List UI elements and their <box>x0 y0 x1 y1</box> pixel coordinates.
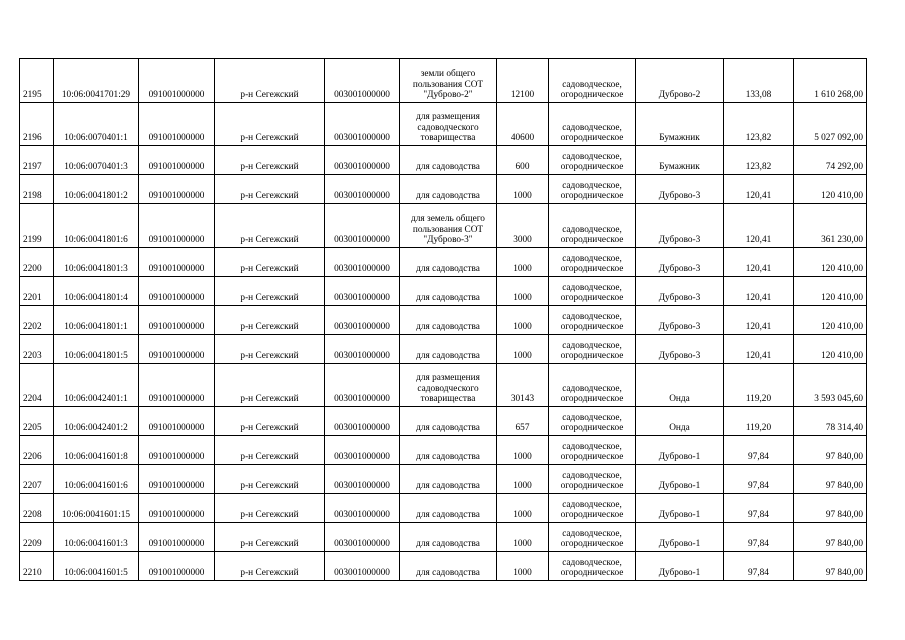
land-use-cell: садоводческое, огородническое <box>549 335 636 364</box>
row-number-cell: 2197 <box>20 146 54 175</box>
row-number-cell: 2208 <box>20 494 54 523</box>
district-cell: р-н Сегежский <box>215 175 325 204</box>
unit-price-cell: 97,84 <box>724 436 794 465</box>
area-cell: 1000 <box>497 277 549 306</box>
locality-cell: Дуброво-3 <box>636 175 724 204</box>
okato-code-cell: 091001000000 <box>139 306 215 335</box>
category-code-cell: 003001000000 <box>325 204 400 248</box>
locality-cell: Дуброво-1 <box>636 552 724 581</box>
land-use-cell: садоводческое, огородническое <box>549 494 636 523</box>
purpose-cell: для садоводства <box>400 436 497 465</box>
row-number-cell: 2204 <box>20 364 54 407</box>
district-cell: р-н Сегежский <box>215 146 325 175</box>
okato-code-cell: 091001000000 <box>139 59 215 103</box>
purpose-cell: для земель общего пользования СОТ "Дуброво-3" <box>400 204 497 248</box>
locality-cell: Онда <box>636 364 724 407</box>
purpose-cell: для размещения садоводческого товарищества <box>400 103 497 146</box>
category-code-cell: 003001000000 <box>325 523 400 552</box>
land-use-cell: садоводческое, огородническое <box>549 306 636 335</box>
row-number-cell: 2203 <box>20 335 54 364</box>
locality-cell: Бумажник <box>636 103 724 146</box>
land-use-cell: садоводческое, огородническое <box>549 407 636 436</box>
locality-cell: Дуброво-3 <box>636 277 724 306</box>
district-cell: р-н Сегежский <box>215 277 325 306</box>
table-row <box>20 436 867 465</box>
locality-cell: Дуброво-1 <box>636 523 724 552</box>
purpose-cell: для садоводства <box>400 494 497 523</box>
category-code-cell: 003001000000 <box>325 335 400 364</box>
category-code-cell: 003001000000 <box>325 306 400 335</box>
unit-price-cell: 120,41 <box>724 248 794 277</box>
cadastral-number-cell: 10:06:0070401:1 <box>54 103 139 146</box>
table-row <box>20 248 867 277</box>
locality-cell: Дуброво-3 <box>636 204 724 248</box>
cadastral-number-cell: 10:06:0041701:29 <box>54 59 139 103</box>
cadastral-number-cell: 10:06:0041601:3 <box>54 523 139 552</box>
land-use-cell: садоводческое, огородническое <box>549 248 636 277</box>
district-cell: р-н Сегежский <box>215 204 325 248</box>
cadastral-number-cell: 10:06:0041801:3 <box>54 248 139 277</box>
cadastral-value-cell: 361 230,00 <box>794 204 867 248</box>
cadastral-number-cell: 10:06:0041801:6 <box>54 204 139 248</box>
purpose-cell: для садоводства <box>400 248 497 277</box>
locality-cell: Дуброво-3 <box>636 335 724 364</box>
land-use-cell: садоводческое, огородническое <box>549 175 636 204</box>
district-cell: р-н Сегежский <box>215 465 325 494</box>
district-cell: р-н Сегежский <box>215 494 325 523</box>
unit-price-cell: 97,84 <box>724 494 794 523</box>
district-cell: р-н Сегежский <box>215 523 325 552</box>
area-cell: 1000 <box>497 248 549 277</box>
district-cell: р-н Сегежский <box>215 552 325 581</box>
district-cell: р-н Сегежский <box>215 306 325 335</box>
row-number-cell: 2209 <box>20 523 54 552</box>
area-cell: 40600 <box>497 103 549 146</box>
okato-code-cell: 091001000000 <box>139 146 215 175</box>
table-row <box>20 552 867 581</box>
purpose-cell: для садоводства <box>400 175 497 204</box>
purpose-cell: для садоводства <box>400 465 497 494</box>
okato-code-cell: 091001000000 <box>139 103 215 146</box>
area-cell: 1000 <box>497 523 549 552</box>
locality-cell: Дуброво-1 <box>636 494 724 523</box>
locality-cell: Дуброво-2 <box>636 59 724 103</box>
cadastral-number-cell: 10:06:0041801:2 <box>54 175 139 204</box>
purpose-cell: для садоводства <box>400 335 497 364</box>
cadastral-value-cell: 120 410,00 <box>794 175 867 204</box>
okato-code-cell: 091001000000 <box>139 335 215 364</box>
row-number-cell: 2205 <box>20 407 54 436</box>
land-use-cell: садоводческое, огородническое <box>549 552 636 581</box>
land-use-cell: садоводческое, огородническое <box>549 436 636 465</box>
purpose-cell: для садоводства <box>400 146 497 175</box>
cadastral-number-cell: 10:06:0041601:6 <box>54 465 139 494</box>
purpose-cell: для садоводства <box>400 306 497 335</box>
unit-price-cell: 120,41 <box>724 335 794 364</box>
table-row <box>20 277 867 306</box>
okato-code-cell: 091001000000 <box>139 175 215 204</box>
land-use-cell: садоводческое, огородническое <box>549 277 636 306</box>
land-use-cell: садоводческое, огородническое <box>549 59 636 103</box>
row-number-cell: 2200 <box>20 248 54 277</box>
cadastral-value-cell: 3 593 045,60 <box>794 364 867 407</box>
category-code-cell: 003001000000 <box>325 59 400 103</box>
unit-price-cell: 123,82 <box>724 146 794 175</box>
okato-code-cell: 091001000000 <box>139 277 215 306</box>
locality-cell: Дуброво-1 <box>636 436 724 465</box>
okato-code-cell: 091001000000 <box>139 465 215 494</box>
unit-price-cell: 97,84 <box>724 523 794 552</box>
unit-price-cell: 120,41 <box>724 175 794 204</box>
okato-code-cell: 091001000000 <box>139 407 215 436</box>
cadastral-value-cell: 120 410,00 <box>794 277 867 306</box>
purpose-cell: для садоводства <box>400 407 497 436</box>
purpose-cell: для размещения садоводческого товарищества <box>400 364 497 407</box>
cadastral-number-cell: 10:06:0070401:3 <box>54 146 139 175</box>
okato-code-cell: 091001000000 <box>139 552 215 581</box>
area-cell: 600 <box>497 146 549 175</box>
unit-price-cell: 97,84 <box>724 552 794 581</box>
row-number-cell: 2201 <box>20 277 54 306</box>
row-number-cell: 2199 <box>20 204 54 248</box>
table-row <box>20 335 867 364</box>
row-number-cell: 2210 <box>20 552 54 581</box>
table-row <box>20 146 867 175</box>
cadastral-value-cell: 120 410,00 <box>794 248 867 277</box>
area-cell: 12100 <box>497 59 549 103</box>
unit-price-cell: 123,82 <box>724 103 794 146</box>
okato-code-cell: 091001000000 <box>139 204 215 248</box>
row-number-cell: 2206 <box>20 436 54 465</box>
unit-price-cell: 120,41 <box>724 204 794 248</box>
table-row <box>20 494 867 523</box>
cadastral-value-cell: 74 292,00 <box>794 146 867 175</box>
district-cell: р-н Сегежский <box>215 335 325 364</box>
category-code-cell: 003001000000 <box>325 364 400 407</box>
unit-price-cell: 119,20 <box>724 364 794 407</box>
table-row <box>20 204 867 248</box>
locality-cell: Дуброво-1 <box>636 465 724 494</box>
land-use-cell: садоводческое, огородническое <box>549 103 636 146</box>
cadastral-value-cell: 97 840,00 <box>794 523 867 552</box>
locality-cell: Бумажник <box>636 146 724 175</box>
land-use-cell: садоводческое, огородническое <box>549 465 636 494</box>
area-cell: 30143 <box>497 364 549 407</box>
land-use-cell: садоводческое, огородническое <box>549 146 636 175</box>
cadastral-value-cell: 5 027 092,00 <box>794 103 867 146</box>
cadastral-value-cell: 120 410,00 <box>794 306 867 335</box>
cadastral-value-cell: 97 840,00 <box>794 465 867 494</box>
okato-code-cell: 091001000000 <box>139 523 215 552</box>
area-cell: 1000 <box>497 436 549 465</box>
okato-code-cell: 091001000000 <box>139 494 215 523</box>
unit-price-cell: 120,41 <box>724 306 794 335</box>
unit-price-cell: 120,41 <box>724 277 794 306</box>
cadastral-value-cell: 1 610 268,00 <box>794 59 867 103</box>
land-use-cell: садоводческое, огородническое <box>549 204 636 248</box>
table-row <box>20 407 867 436</box>
cadastral-number-cell: 10:06:0041801:4 <box>54 277 139 306</box>
cadastral-value-cell: 78 314,40 <box>794 407 867 436</box>
purpose-cell: для садоводства <box>400 523 497 552</box>
area-cell: 1000 <box>497 335 549 364</box>
cadastral-value-cell: 97 840,00 <box>794 552 867 581</box>
district-cell: р-н Сегежский <box>215 59 325 103</box>
category-code-cell: 003001000000 <box>325 552 400 581</box>
table-body <box>20 59 867 581</box>
table-row <box>20 175 867 204</box>
district-cell: р-н Сегежский <box>215 436 325 465</box>
cadastral-number-cell: 10:06:0042401:1 <box>54 364 139 407</box>
table-row <box>20 59 867 103</box>
area-cell: 1000 <box>497 306 549 335</box>
category-code-cell: 003001000000 <box>325 103 400 146</box>
cadastral-value-cell: 97 840,00 <box>794 494 867 523</box>
row-number-cell: 2195 <box>20 59 54 103</box>
row-number-cell: 2207 <box>20 465 54 494</box>
row-number-cell: 2198 <box>20 175 54 204</box>
cadastral-number-cell: 10:06:0042401:2 <box>54 407 139 436</box>
category-code-cell: 003001000000 <box>325 146 400 175</box>
district-cell: р-н Сегежский <box>215 103 325 146</box>
category-code-cell: 003001000000 <box>325 407 400 436</box>
cadastral-number-cell: 10:06:0041801:5 <box>54 335 139 364</box>
cadastral-number-cell: 10:06:0041601:8 <box>54 436 139 465</box>
purpose-cell: земли общего пользования СОТ "Дуброво-2" <box>400 59 497 103</box>
okato-code-cell: 091001000000 <box>139 364 215 407</box>
category-code-cell: 003001000000 <box>325 248 400 277</box>
okato-code-cell: 091001000000 <box>139 248 215 277</box>
cadastral-value-cell: 97 840,00 <box>794 436 867 465</box>
area-cell: 1000 <box>497 465 549 494</box>
table-row <box>20 306 867 335</box>
unit-price-cell: 97,84 <box>724 465 794 494</box>
row-number-cell: 2202 <box>20 306 54 335</box>
district-cell: р-н Сегежский <box>215 364 325 407</box>
category-code-cell: 003001000000 <box>325 436 400 465</box>
table-row <box>20 103 867 146</box>
cadastral-number-cell: 10:06:0041601:5 <box>54 552 139 581</box>
category-code-cell: 003001000000 <box>325 465 400 494</box>
district-cell: р-н Сегежский <box>215 248 325 277</box>
district-cell: р-н Сегежский <box>215 407 325 436</box>
locality-cell: Онда <box>636 407 724 436</box>
area-cell: 3000 <box>497 204 549 248</box>
cadastral-value-cell: 120 410,00 <box>794 335 867 364</box>
cadastral-number-cell: 10:06:0041801:1 <box>54 306 139 335</box>
category-code-cell: 003001000000 <box>325 277 400 306</box>
area-cell: 1000 <box>497 494 549 523</box>
table-row <box>20 364 867 407</box>
unit-price-cell: 119,20 <box>724 407 794 436</box>
purpose-cell: для садоводства <box>400 277 497 306</box>
table-row <box>20 465 867 494</box>
category-code-cell: 003001000000 <box>325 175 400 204</box>
category-code-cell: 003001000000 <box>325 494 400 523</box>
okato-code-cell: 091001000000 <box>139 436 215 465</box>
unit-price-cell: 133,08 <box>724 59 794 103</box>
table-row <box>20 523 867 552</box>
purpose-cell: для садоводства <box>400 552 497 581</box>
row-number-cell: 2196 <box>20 103 54 146</box>
locality-cell: Дуброво-3 <box>636 248 724 277</box>
area-cell: 1000 <box>497 175 549 204</box>
land-parcel-table <box>19 58 867 581</box>
cadastral-number-cell: 10:06:0041601:15 <box>54 494 139 523</box>
area-cell: 657 <box>497 407 549 436</box>
locality-cell: Дуброво-3 <box>636 306 724 335</box>
area-cell: 1000 <box>497 552 549 581</box>
land-use-cell: садоводческое, огородническое <box>549 523 636 552</box>
land-use-cell: садоводческое, огородническое <box>549 364 636 407</box>
